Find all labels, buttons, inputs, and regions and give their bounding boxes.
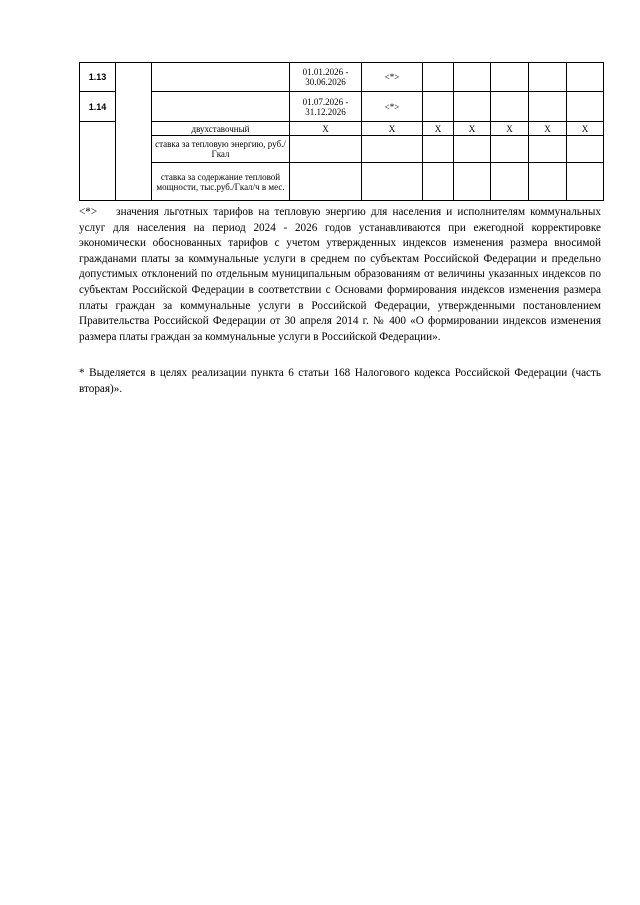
- empty-cell: [567, 92, 604, 122]
- period-cell: 01.01.2026 - 30.06.2026: [290, 63, 362, 92]
- empty-cell: [454, 63, 491, 92]
- empty-cell: [152, 63, 290, 92]
- footnote-asterisk-mark: [79, 205, 601, 345]
- value-cell: <*>: [362, 63, 423, 92]
- row-number: 1.13: [80, 63, 116, 92]
- two-part-label: двухставочный: [152, 122, 290, 136]
- period-cell: 01.07.2026 - 31.12.2026: [290, 92, 362, 122]
- empty-cell: [529, 163, 567, 201]
- value-cell: <*>: [362, 92, 423, 122]
- tariff-table: [79, 62, 604, 201]
- x-mark: X: [529, 122, 567, 136]
- empty-cell: [80, 122, 116, 201]
- empty-cell: [529, 136, 567, 163]
- empty-cell: [491, 63, 529, 92]
- x-mark: X: [567, 122, 604, 136]
- table-row: [80, 122, 604, 136]
- table-row: [80, 136, 604, 163]
- footnote-vat: [79, 366, 601, 397]
- x-mark: X: [362, 122, 423, 136]
- table-row: [80, 63, 604, 92]
- x-mark: X: [491, 122, 529, 136]
- empty-cell: [423, 92, 454, 122]
- footnote-text: * Выделяется в целях реализации пункта 6 статьи 168 Налогового кодекса Российской Федерации (часть вторая)».: [79, 367, 601, 395]
- empty-cell: [454, 136, 491, 163]
- x-mark: X: [423, 122, 454, 136]
- empty-cell: [491, 163, 529, 201]
- row-number: 1.14: [80, 92, 116, 122]
- merged-cell: [116, 63, 152, 201]
- empty-cell: [491, 92, 529, 122]
- empty-cell: [567, 63, 604, 92]
- empty-cell: [567, 136, 604, 163]
- table-row: [80, 163, 604, 201]
- empty-cell: [491, 136, 529, 163]
- empty-cell: [454, 163, 491, 201]
- empty-cell: [529, 63, 567, 92]
- empty-cell: [567, 163, 604, 201]
- empty-cell: [423, 163, 454, 201]
- footnote-mark: <*>: [79, 206, 98, 218]
- empty-cell: [423, 136, 454, 163]
- empty-cell: [152, 92, 290, 122]
- empty-cell: [290, 136, 362, 163]
- empty-cell: [423, 63, 454, 92]
- x-mark: X: [454, 122, 491, 136]
- footnote-text: значения льготных тарифов на тепловую энергию для населения и исполнителям коммунальных услуг для населения на период 2024 - 2026 годов устанавливаются при ежегодной корректировке экономически обоснованных тарифов с учетом утвержденных индексов изменения размера вносимой гражданами платы за коммунальные услуги в среднем по субъектам Российской Федерации и предельно допустимых отклонений по отдельным муниципальным образованиям от величины указанных индексов по субъектам Российской Федерации в соответствии с Основами формирования индексов изменения размера платы граждан за коммунальные услуги в Российской Федерации, утвержденными постановлением Правительства Российской Федерации от 30 апреля 2014 г. № 400 «О формировании индексов изменения размера платы граждан за коммунальные услуги в Российской Федерации».: [79, 206, 602, 343]
- empty-cell: [290, 163, 362, 201]
- table-row: [80, 92, 604, 122]
- empty-cell: [362, 163, 423, 201]
- rate-heat-label: ставка за тепловую энергию, руб./Гкал: [152, 136, 290, 163]
- empty-cell: [529, 92, 567, 122]
- rate-capacity-label: ставка за содержание тепловой мощности, тыс.руб./Гкал/ч в мес.: [152, 163, 290, 201]
- empty-cell: [454, 92, 491, 122]
- x-mark: X: [290, 122, 362, 136]
- empty-cell: [362, 136, 423, 163]
